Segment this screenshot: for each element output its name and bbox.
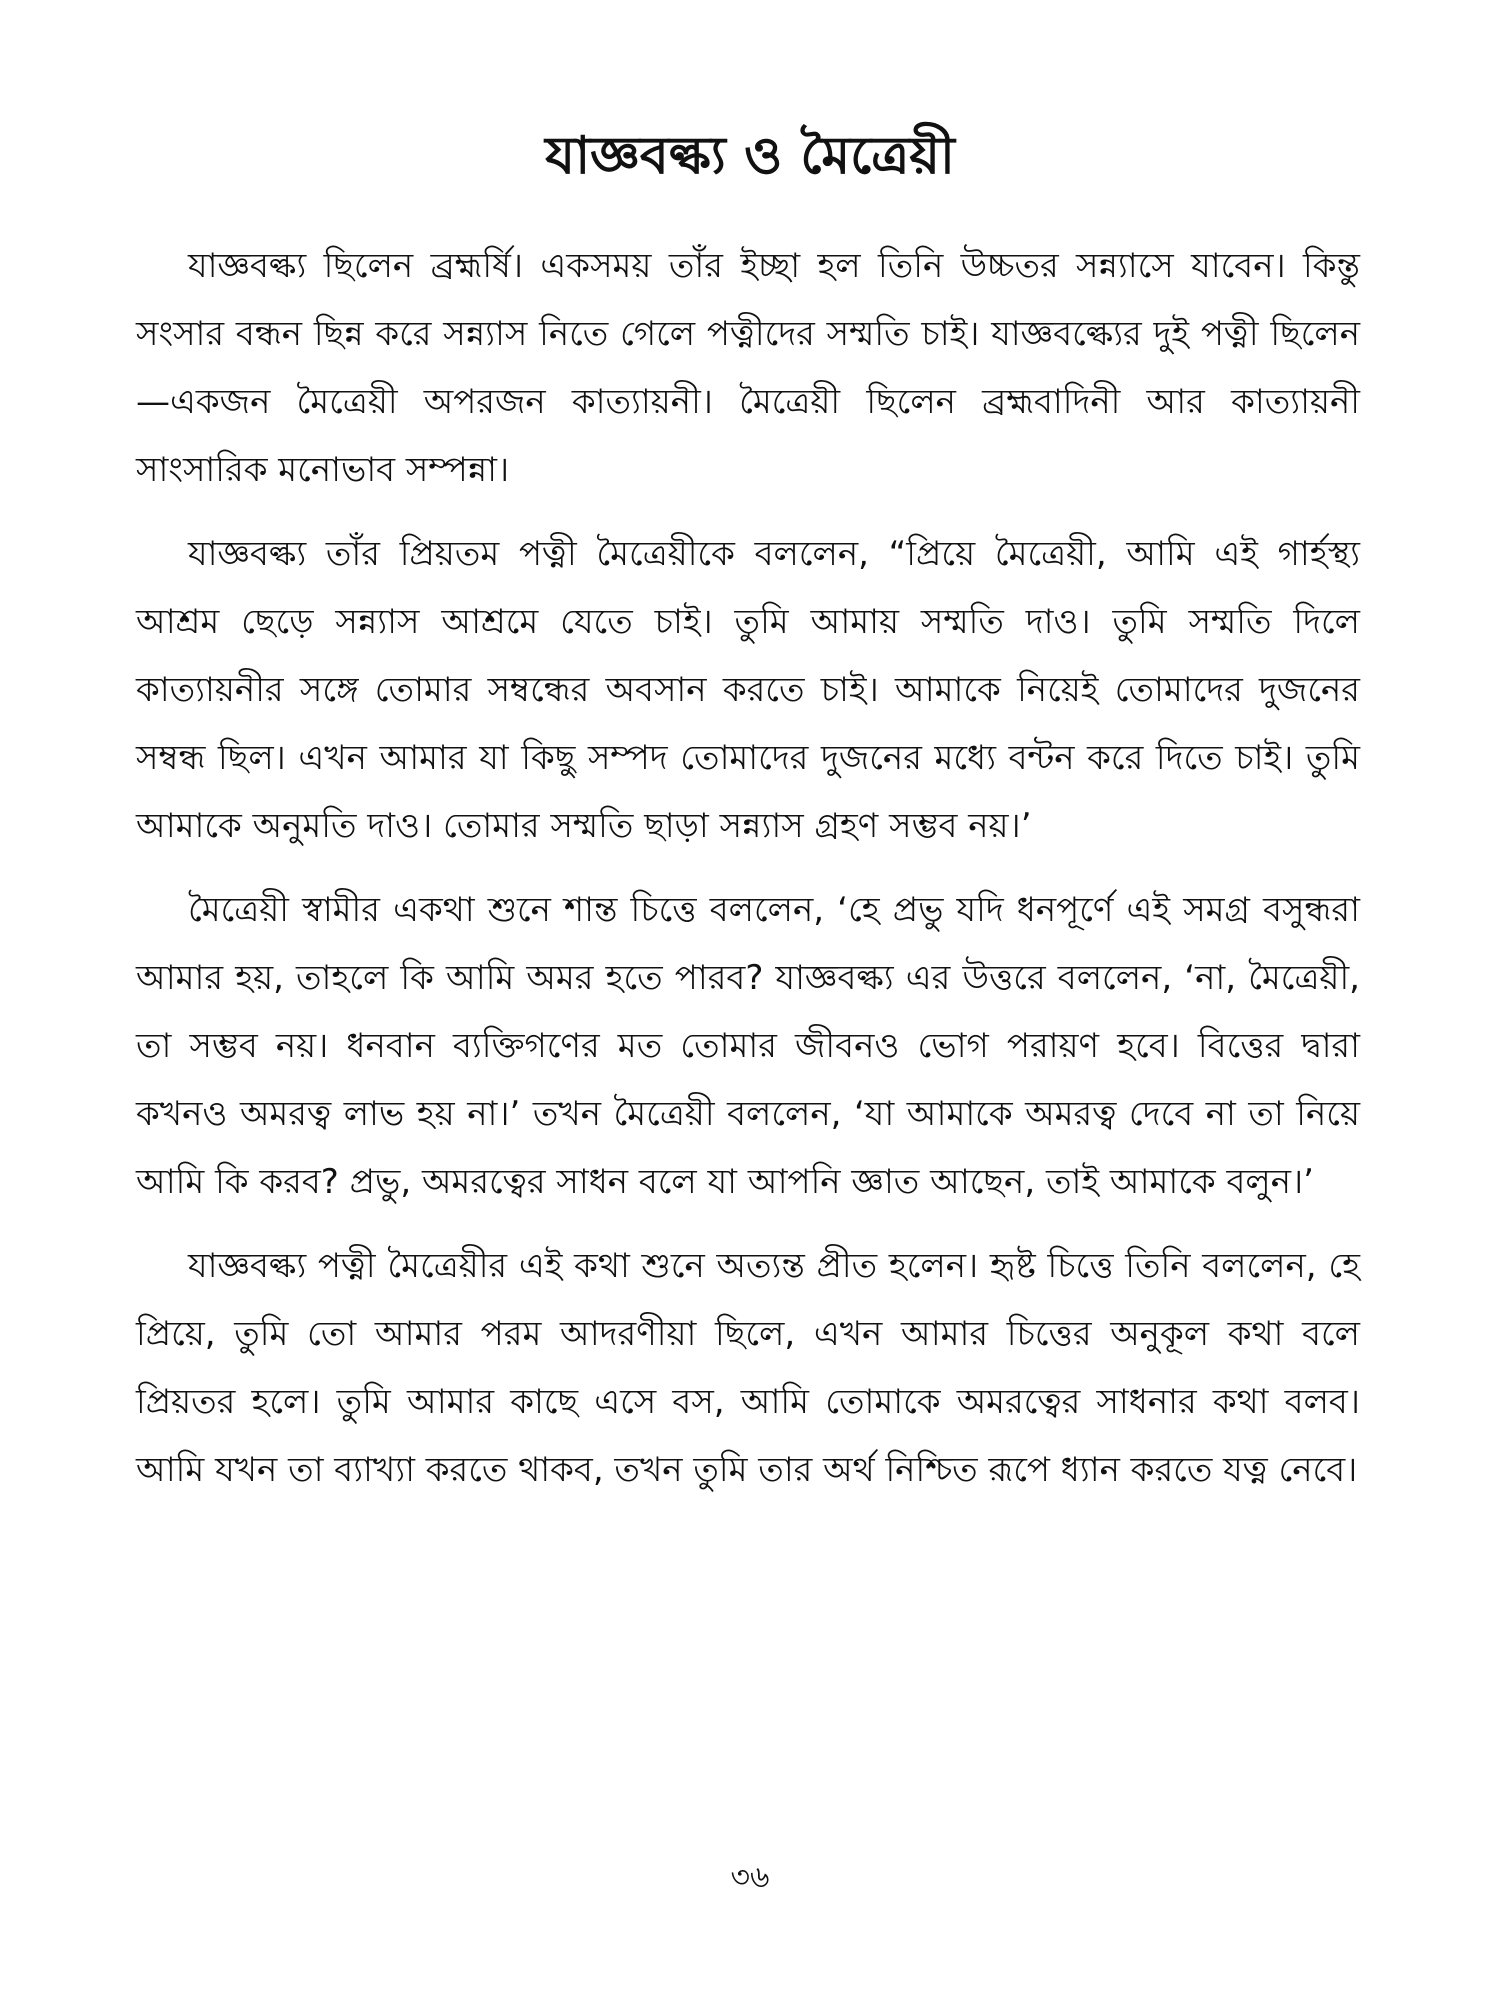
page-title: যাজ্ঞবল্ক্য ও মৈত্রেয়ী <box>545 126 955 186</box>
page-number: ৩৬ <box>730 1860 770 1895</box>
paragraph-2: যাজ্ঞবল্ক্য তাঁর প্রিয়তম পত্নী মৈত্রেয়ীকে বললেন, “প্রিয়ে মৈত্রেয়ী, আমি এই গার্হস্থ্য আশ্রম ছেড়ে সন্ন্যাস আশ্রমে যেতে চাই। তুমি আমায় সম্মতি দাও। তুমি সম্মতি দিলে কাত্যায়নীর সঙ্গে তোমার সম্বন্ধের অবসান করতে চাই। আমাকে নিয়েই তোমাদের দুজনের সম্বন্ধ ছিল। এখন আমার যা কিছু সম্পদ তোমাদের দুজনের মধ্যে বন্টন করে দিতে চাই। তুমি আমাকে অনুমতি দাও। তোমার সম্মতি ছাড়া সন্ন্যাস গ্রহণ সম্ভব নয়।’ <box>136 534 1360 846</box>
paragraph-1: যাজ্ঞবল্ক্য ছিলেন ব্রহ্মর্ষি। একসময় তাঁর ইচ্ছা হল তিনি উচ্চতর সন্ন্যাসে যাবেন। কিন্তু সংসার বন্ধন ছিন্ন করে সন্ন্যাস নিতে গেলে পত্নীদের সম্মতি চাই। যাজ্ঞবল্ক্যের দুই পত্নী ছিলেন—একজন মৈত্রেয়ী অপরজন কাত্যায়নী। মৈত্রেয়ী ছিলেন ব্রহ্মবাদিনী আর কাত্যায়নী সাংসারিক মনোভাব সম্পন্না। <box>136 246 1360 490</box>
body-text <box>136 232 1360 1520</box>
paragraph-3: মৈত্রেয়ী স্বামীর একথা শুনে শান্ত চিত্তে বললেন, ‘হে প্রভু যদি ধনপূর্ণে এই সমগ্র বসুন্ধরা আমার হয়, তাহলে কি আমি অমর হতে পারব? যাজ্ঞবল্ক্য এর উত্তরে বললেন, ‘না, মৈত্রেয়ী, তা সম্ভব নয়। ধনবান ব্যক্তিগণের মত তোমার জীবনও ভোগ পরায়ণ হবে। বিত্তের দ্বারা কখনও অমরত্ব লাভ হয় না।’ তখন মৈত্রেয়ী বললেন, ‘যা আমাকে অমরত্ব দেবে না তা নিয়ে আমি কি করব? প্রভু, অমরত্বের সাধন বলে যা আপনি জ্ঞাত আছেন, তাই আমাকে বলুন।’ <box>136 890 1360 1202</box>
paragraph-4: যাজ্ঞবল্ক্য পত্নী মৈত্রেয়ীর এই কথা শুনে অত্যন্ত প্রীত হলেন। হৃষ্ট চিত্তে তিনি বললেন, হে প্রিয়ে, তুমি তো আমার পরম আদরণীয়া ছিলে, এখন আমার চিত্তের অনুকূল কথা বলে প্রিয়তর হলে। তুমি আমার কাছে এসে বস, আমি তোমাকে অমরত্বের সাধনার কথা বলব। আমি যখন তা ব্যাখ্যা করতে থাকব, তখন তুমি তার অর্থ নিশ্চিত রূপে ধ্যান করতে যত্ন নেবে। <box>136 1246 1360 1490</box>
